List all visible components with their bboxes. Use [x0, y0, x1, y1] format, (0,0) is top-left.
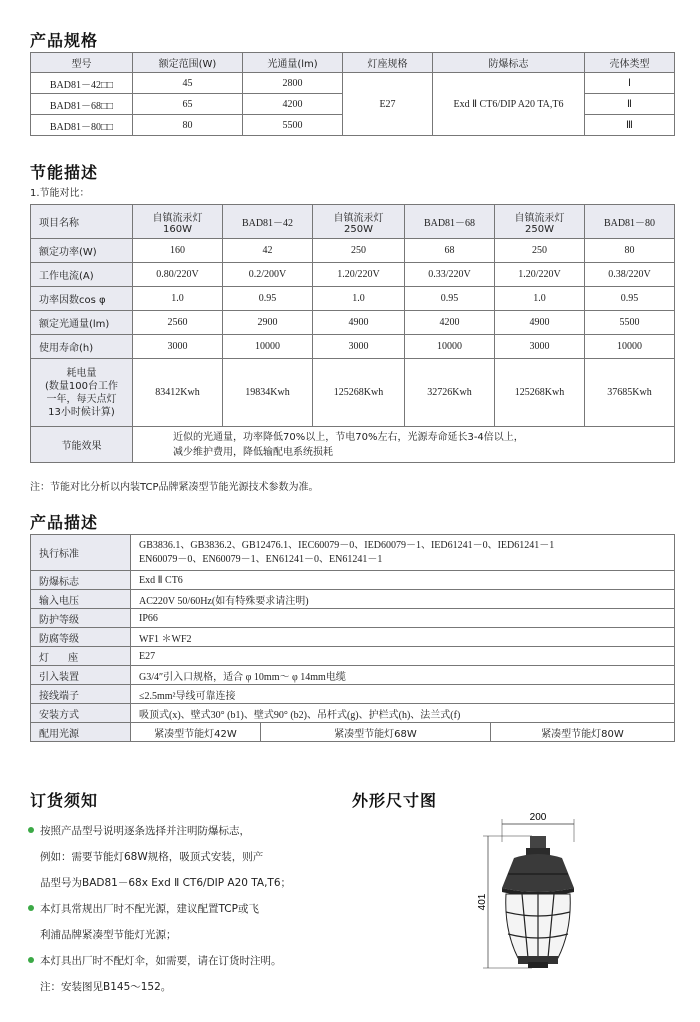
- energy-table: [30, 204, 675, 463]
- product-value: E27: [131, 647, 675, 666]
- spec-flux: 5500: [243, 115, 343, 136]
- spec-model: BAD81－68□□: [31, 94, 133, 115]
- table-row: [31, 609, 675, 628]
- table-row: [31, 628, 675, 647]
- table-row: [31, 335, 675, 359]
- cell: 0.80/220V: [133, 263, 223, 287]
- cell: 3000: [313, 335, 405, 359]
- list-item: [28, 870, 328, 896]
- table-row: [31, 535, 675, 571]
- cell: 125268Kwh: [313, 359, 405, 427]
- cell: 80: [585, 239, 675, 263]
- spec-header-type: 壳体类型: [585, 53, 675, 73]
- cell: 37685Kwh: [585, 359, 675, 427]
- cell: 3000: [133, 335, 223, 359]
- spec-section-title: 产品规格: [30, 31, 99, 50]
- list-item: [28, 922, 328, 948]
- height-dimension-label: 401: [477, 893, 488, 911]
- cell: 32726Kwh: [405, 359, 495, 427]
- spec-header-socket: 灯座规格: [343, 53, 433, 73]
- list-item: [28, 818, 328, 844]
- product-label: 输入电压: [31, 590, 131, 609]
- energy-header-col: 自镇流汞灯 250W: [495, 205, 585, 239]
- table-row: [31, 723, 675, 742]
- table-row: [31, 287, 675, 311]
- table-row: [31, 647, 675, 666]
- row-label: 功率因数cos φ: [31, 287, 133, 311]
- light-source-option: 紧凑型节能灯42W: [131, 723, 261, 742]
- cell: 83412Kwh: [133, 359, 223, 427]
- energy-header-col: 自镇流汞灯 160W: [133, 205, 223, 239]
- spec-shell-type: Ⅲ: [585, 115, 675, 136]
- product-value: IP66: [131, 609, 675, 628]
- spec-power: 80: [133, 115, 243, 136]
- product-label: 防腐等级: [31, 628, 131, 647]
- order-list: [28, 818, 328, 1000]
- spec-flux: 4200: [243, 94, 343, 115]
- energy-header-col: BAD81－68: [405, 205, 495, 239]
- spec-explosion-mark: Exd Ⅱ CT6/DIP A20 TA,T6: [433, 73, 585, 136]
- table-row: [31, 704, 675, 723]
- cell: 0.95: [585, 287, 675, 311]
- effect-label: 节能效果: [31, 427, 133, 463]
- light-source-option: 紧凑型节能灯68W: [261, 723, 491, 742]
- product-value: Exd Ⅱ CT6: [131, 571, 675, 590]
- product-label: 执行标准: [31, 535, 131, 571]
- width-dimension-label: 200: [529, 812, 547, 823]
- product-label: 接线端子: [31, 685, 131, 704]
- table-row: [31, 571, 675, 590]
- cell: 1.0: [495, 287, 585, 311]
- table-row: [31, 590, 675, 609]
- table-row: [31, 239, 675, 263]
- product-value: GB3836.1、GB3836.2、GB12476.1、IEC60079－0、IED60079－1、IED61241－0、IED61241－1 EN60079－0、EN60079－1、EN61241－0、EN61241－1: [131, 535, 675, 571]
- row-label: 工作电流(A): [31, 263, 133, 287]
- spec-socket: E27: [343, 73, 433, 136]
- product-label: 引入装置: [31, 666, 131, 685]
- order-text: 注：安装图见B145～152。: [40, 981, 172, 993]
- spec-header-model: 型号: [31, 53, 133, 73]
- spec-table: [30, 52, 675, 136]
- spec-header-power: 额定范围(W): [133, 53, 243, 73]
- spec-flux: 2800: [243, 73, 343, 94]
- cell: 2560: [133, 311, 223, 335]
- row-label: 使用寿命(h): [31, 335, 133, 359]
- product-value: WF1 ＊WF2: [131, 628, 675, 647]
- cell: 250: [313, 239, 405, 263]
- spec-power: 65: [133, 94, 243, 115]
- energy-section-title: 节能描述: [30, 163, 99, 182]
- cell: 5500: [585, 311, 675, 335]
- order-text: 本灯具常规出厂时不配光源，建议配置TCP或飞: [40, 903, 259, 915]
- product-table: [30, 534, 675, 742]
- product-label: 防护等级: [31, 609, 131, 628]
- cell: 42: [223, 239, 313, 263]
- table-row: [31, 359, 675, 427]
- bullet-icon: [28, 827, 34, 833]
- cell: 3000: [495, 335, 585, 359]
- lamp-cap-icon: [530, 836, 546, 850]
- table-row: [31, 73, 675, 94]
- order-text: 按照产品型号说明逐条选择并注明防爆标志，: [40, 825, 250, 837]
- row-label: 额定功率(W): [31, 239, 133, 263]
- list-item: [28, 896, 328, 922]
- spec-model: BAD81－80□□: [31, 115, 133, 136]
- table-row: [31, 263, 675, 287]
- product-value: ≤2.5mm²导线可靠连接: [131, 685, 675, 704]
- cell: 1.0: [133, 287, 223, 311]
- cell: 10000: [223, 335, 313, 359]
- product-label: 防爆标志: [31, 571, 131, 590]
- energy-subtitle: 1.节能对比：: [30, 188, 90, 199]
- spec-shell-type: Ⅱ: [585, 94, 675, 115]
- spec-header-explosion: 防爆标志: [433, 53, 585, 73]
- cell: 0.95: [405, 287, 495, 311]
- table-row: [31, 427, 675, 463]
- product-label: 灯 座: [31, 647, 131, 666]
- energy-note: 注：节能对比分析以内装TCP品牌紧凑型节能光源技术参数为准。: [30, 482, 319, 493]
- energy-header-col: BAD81－42: [223, 205, 313, 239]
- bullet-icon: [28, 957, 34, 963]
- cell: 1.20/220V: [313, 263, 405, 287]
- product-value: G3/4″引入口规格，适合 φ 10mm～ φ 14mm电缆: [131, 666, 675, 685]
- cell: 4200: [405, 311, 495, 335]
- order-text: 品型号为BAD81－68x Exd Ⅱ CT6/DIP A20 TA,T6；: [40, 877, 292, 889]
- light-source-label: 配用光源: [31, 723, 131, 742]
- spec-shell-type: Ⅰ: [585, 73, 675, 94]
- cell: 68: [405, 239, 495, 263]
- light-source-option: 紧凑型节能灯80W: [491, 723, 675, 742]
- row-label: 耗电量 (数量100台工作 一年，每天点灯 13小时候计算): [31, 359, 133, 427]
- cell: 1.0: [313, 287, 405, 311]
- cell: 0.33/220V: [405, 263, 495, 287]
- lamp-body-icon: [502, 854, 574, 892]
- cell: 0.95: [223, 287, 313, 311]
- cell: 10000: [585, 335, 675, 359]
- list-item: [28, 974, 328, 1000]
- table-row: [31, 311, 675, 335]
- row-label: 额定光通量(lm): [31, 311, 133, 335]
- cell: 1.20/220V: [495, 263, 585, 287]
- product-label: 安装方式: [31, 704, 131, 723]
- cell: 250: [495, 239, 585, 263]
- list-item: [28, 844, 328, 870]
- order-section-title: 订货须知: [30, 791, 99, 810]
- spec-model: BAD81－42□□: [31, 73, 133, 94]
- cell: 4900: [495, 311, 585, 335]
- table-row: [31, 666, 675, 685]
- product-section-title: 产品描述: [30, 513, 99, 532]
- cell: 160: [133, 239, 223, 263]
- table-row: [31, 685, 675, 704]
- product-value: 吸顶式(x)、壁式30° (b1)、壁式90° (b2)、吊杆式(g)、护栏式(h)、法兰式(f): [131, 704, 675, 723]
- dimension-section-title: 外形尺寸图: [352, 791, 438, 810]
- order-text: 利浦品牌紧凑型节能灯光源；: [40, 929, 177, 941]
- lamp-dimension-drawing: [474, 810, 594, 970]
- spec-power: 45: [133, 73, 243, 94]
- energy-header-item: 项目名称: [31, 205, 133, 239]
- product-value: AC220V 50/60Hz(如有特殊要求请注明): [131, 590, 675, 609]
- effect-text: 近似的光通量，功率降低70%以上，节电70%左右，光源寿命延长3-4倍以上， 减少维护费用，降低输配电系统损耗: [133, 427, 675, 463]
- cell: 125268Kwh: [495, 359, 585, 427]
- list-item: [28, 948, 328, 974]
- order-text: 例如：需要节能灯68W规格，吸顶式安装，则产: [40, 851, 264, 863]
- energy-header-col: BAD81－80: [585, 205, 675, 239]
- order-text: 本灯具出厂时不配灯伞，如需要，请在订货时注明。: [40, 955, 282, 967]
- bullet-icon: [28, 905, 34, 911]
- cell: 0.38/220V: [585, 263, 675, 287]
- cell: 0.2/200V: [223, 263, 313, 287]
- spec-header-flux: 光通量(lm): [243, 53, 343, 73]
- cell: 4900: [313, 311, 405, 335]
- cell: 2900: [223, 311, 313, 335]
- cell: 10000: [405, 335, 495, 359]
- energy-header-col: 自镇流汞灯 250W: [313, 205, 405, 239]
- cell: 19834Kwh: [223, 359, 313, 427]
